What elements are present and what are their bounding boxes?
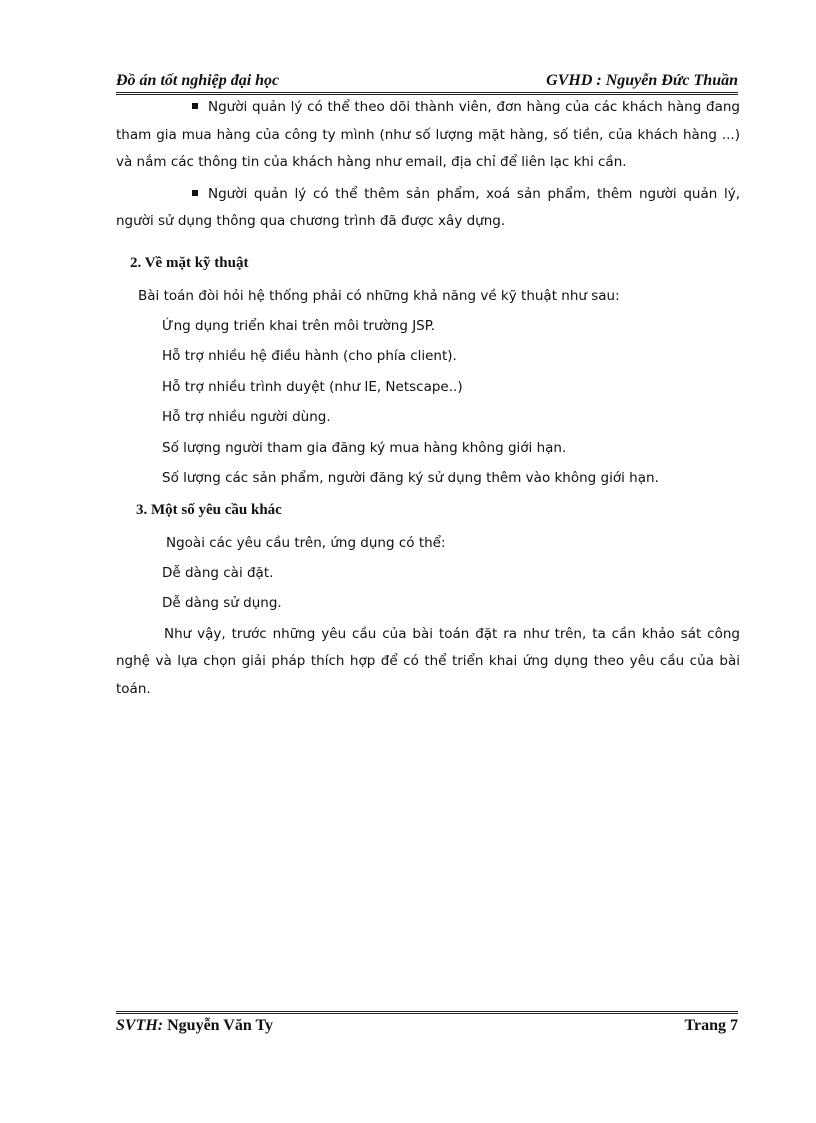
bullet-text: Người quản lý có thể thêm sản phẩm, xoá sản phẩm, thêm người quản lý, người sử dụng thông qua chương trình đã được xây dựng. [116,185,740,229]
closing-paragraph: Như vậy, trước những yêu cầu của bài toán đặt ra như trên, ta cần khảo sát công nghệ và lựa chọn giải pháp thích hợp để có thể triển khai ứng dụng theo yêu cầu của bài toán. [116,625,740,697]
requirement-item: Hỗ trợ nhiều trình duyệt (như IE, Netscape..) [162,378,463,395]
section-intro: Ngoài các yêu cầu trên, ứng dụng có thể: [166,534,446,551]
requirement-item: Hỗ trợ nhiều hệ điều hành (cho phía client). [162,348,457,364]
page-number: Trang 7 [684,1017,738,1034]
page-footer [116,1017,738,1037]
page-header [116,72,738,94]
footer-student [116,1017,273,1035]
square-bullet-icon [192,103,198,109]
page-body [116,94,740,703]
section-heading: 2. Về mặt kỹ thuật [130,254,249,271]
footer-student-name: Nguyễn Văn Ty [167,1017,273,1034]
requirement-item: Dễ dàng cài đặt. [162,564,274,581]
header-advisor: GVHD : Nguyễn Đức Thuần [546,72,738,89]
footer-label: SVTH: [116,1017,164,1034]
bullet-paragraph [116,181,740,236]
requirement-item: Ứng dụng triển khai trên môi trường JSP. [162,317,436,334]
bullet-paragraph [116,94,740,177]
requirement-item: Số lượng người tham gia đăng ký mua hàng không giới hạn. [162,439,567,456]
requirement-item: Hỗ trợ nhiều người dùng. [162,409,331,425]
header-title: Đồ án tốt nghiệp đại học [116,72,280,89]
footer-rule [116,1011,738,1014]
section-heading: 3. Một số yêu cầu khác [136,501,282,518]
bullet-text: Người quản lý có thể theo dõi thành viên, đơn hàng của các khách hàng đang tham gia mua hàng của công ty mình (như số lượng mặt hàng, số tiền, của khách hàng ...) và nắm các thông tin của khách hàng như email, địa chỉ để liên lạc khi cần. [116,99,740,170]
requirement-item: Dễ dàng sử dụng. [162,595,282,611]
section-intro: Bài toán đòi hỏi hệ thống phải có những khả năng về kỹ thuật như sau: [138,287,620,304]
square-bullet-icon [192,190,198,196]
requirement-item: Số lượng các sản phẩm, người đăng ký sử dụng thêm vào không giới hạn. [162,470,659,486]
